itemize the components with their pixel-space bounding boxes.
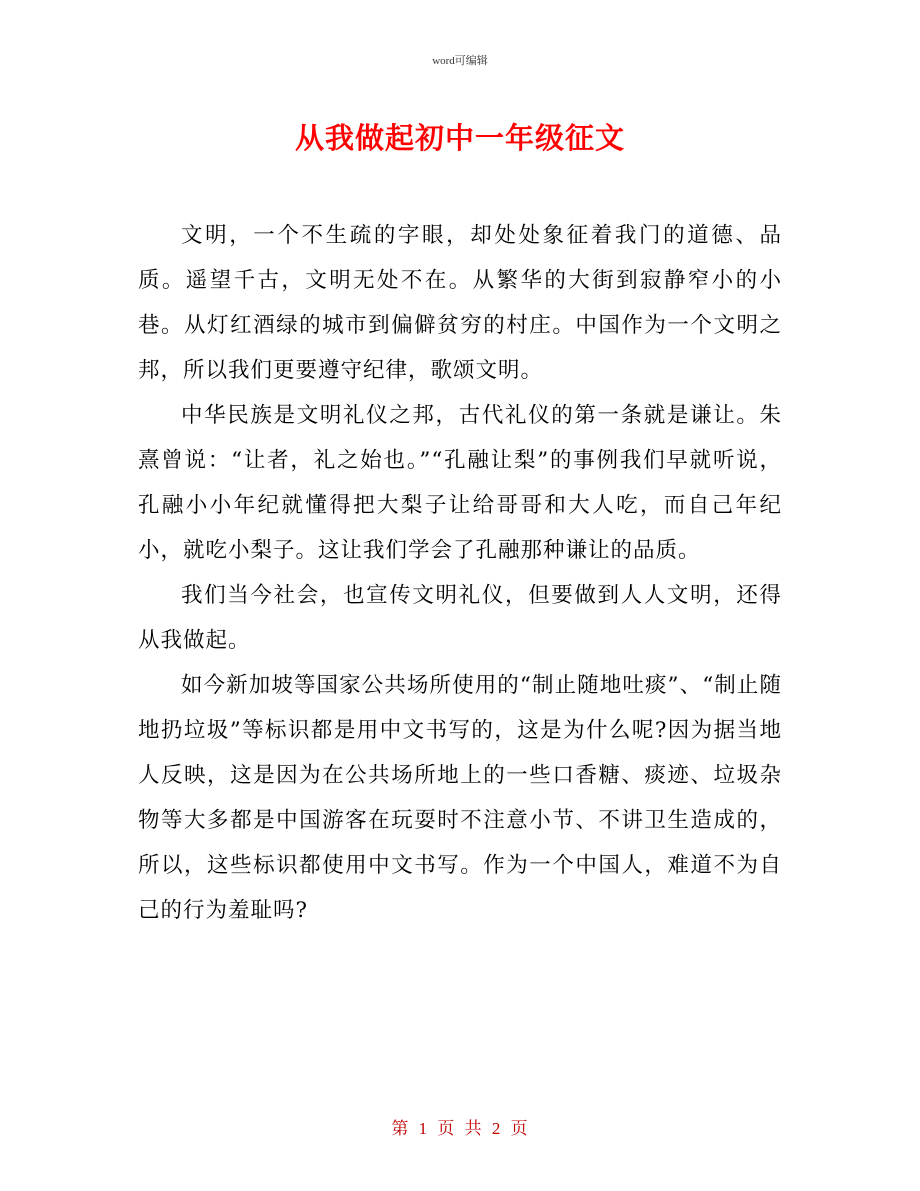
footer-total-label: 共: [464, 1119, 483, 1138]
footer-page-number: 1: [418, 1119, 429, 1138]
paragraph-1: 文明，一个不生疏的字眼，却处处象征着我门的道德、品质。遥望千古，文明无处不在。从繁华的大街到寂静窄小的小巷。从灯红酒绿的城市到偏僻贫穷的村庄。中国作为一个文明之邦，所以我们更要遵守纪律，歌颂文明。: [138, 223, 782, 383]
paragraph-2: 中华民族是文明礼仪之邦，古代礼仪的第一条就是谦让。朱熹曾说：“让者，礼之始也。”“孔融让梨”的事例我们早就听说，孔融小小年纪就懂得把大梨子让给哥哥和大人吃，而自己年纪小，就吃小梨子。这让我们学会了孔融那种谦让的品质。: [138, 403, 782, 563]
paragraph-4: 如今新加坡等国家公共场所使用的“制止随地吐痰”、“制止随地扔垃圾”等标识都是用中文书写的，这是为什么呢?因为据当地人反映，这是因为在公共场所地上的一些口香糖、痰迹、垃圾杂物等大多都是中国游客在玩耍时不注意小节、不讲卫生造成的，所以，这些标识都使用中文书写。作为一个中国人，难道不为自己的行为羞耻吗?: [138, 673, 782, 923]
document-title: 从我做起初中一年级征文: [294, 121, 625, 155]
footer-page-label: 页: [437, 1119, 456, 1138]
footer-prefix: 第: [391, 1119, 410, 1138]
page-header: word可编辑: [432, 55, 488, 67]
document-body: [138, 213, 782, 933]
footer-suffix: 页: [510, 1119, 529, 1138]
paragraph-3: 我们当今社会，也宣传文明礼仪，但要做到人人文明，还得从我做起。: [138, 583, 782, 653]
footer-total-pages: 2: [491, 1119, 502, 1138]
page-footer: [0, 1114, 920, 1139]
